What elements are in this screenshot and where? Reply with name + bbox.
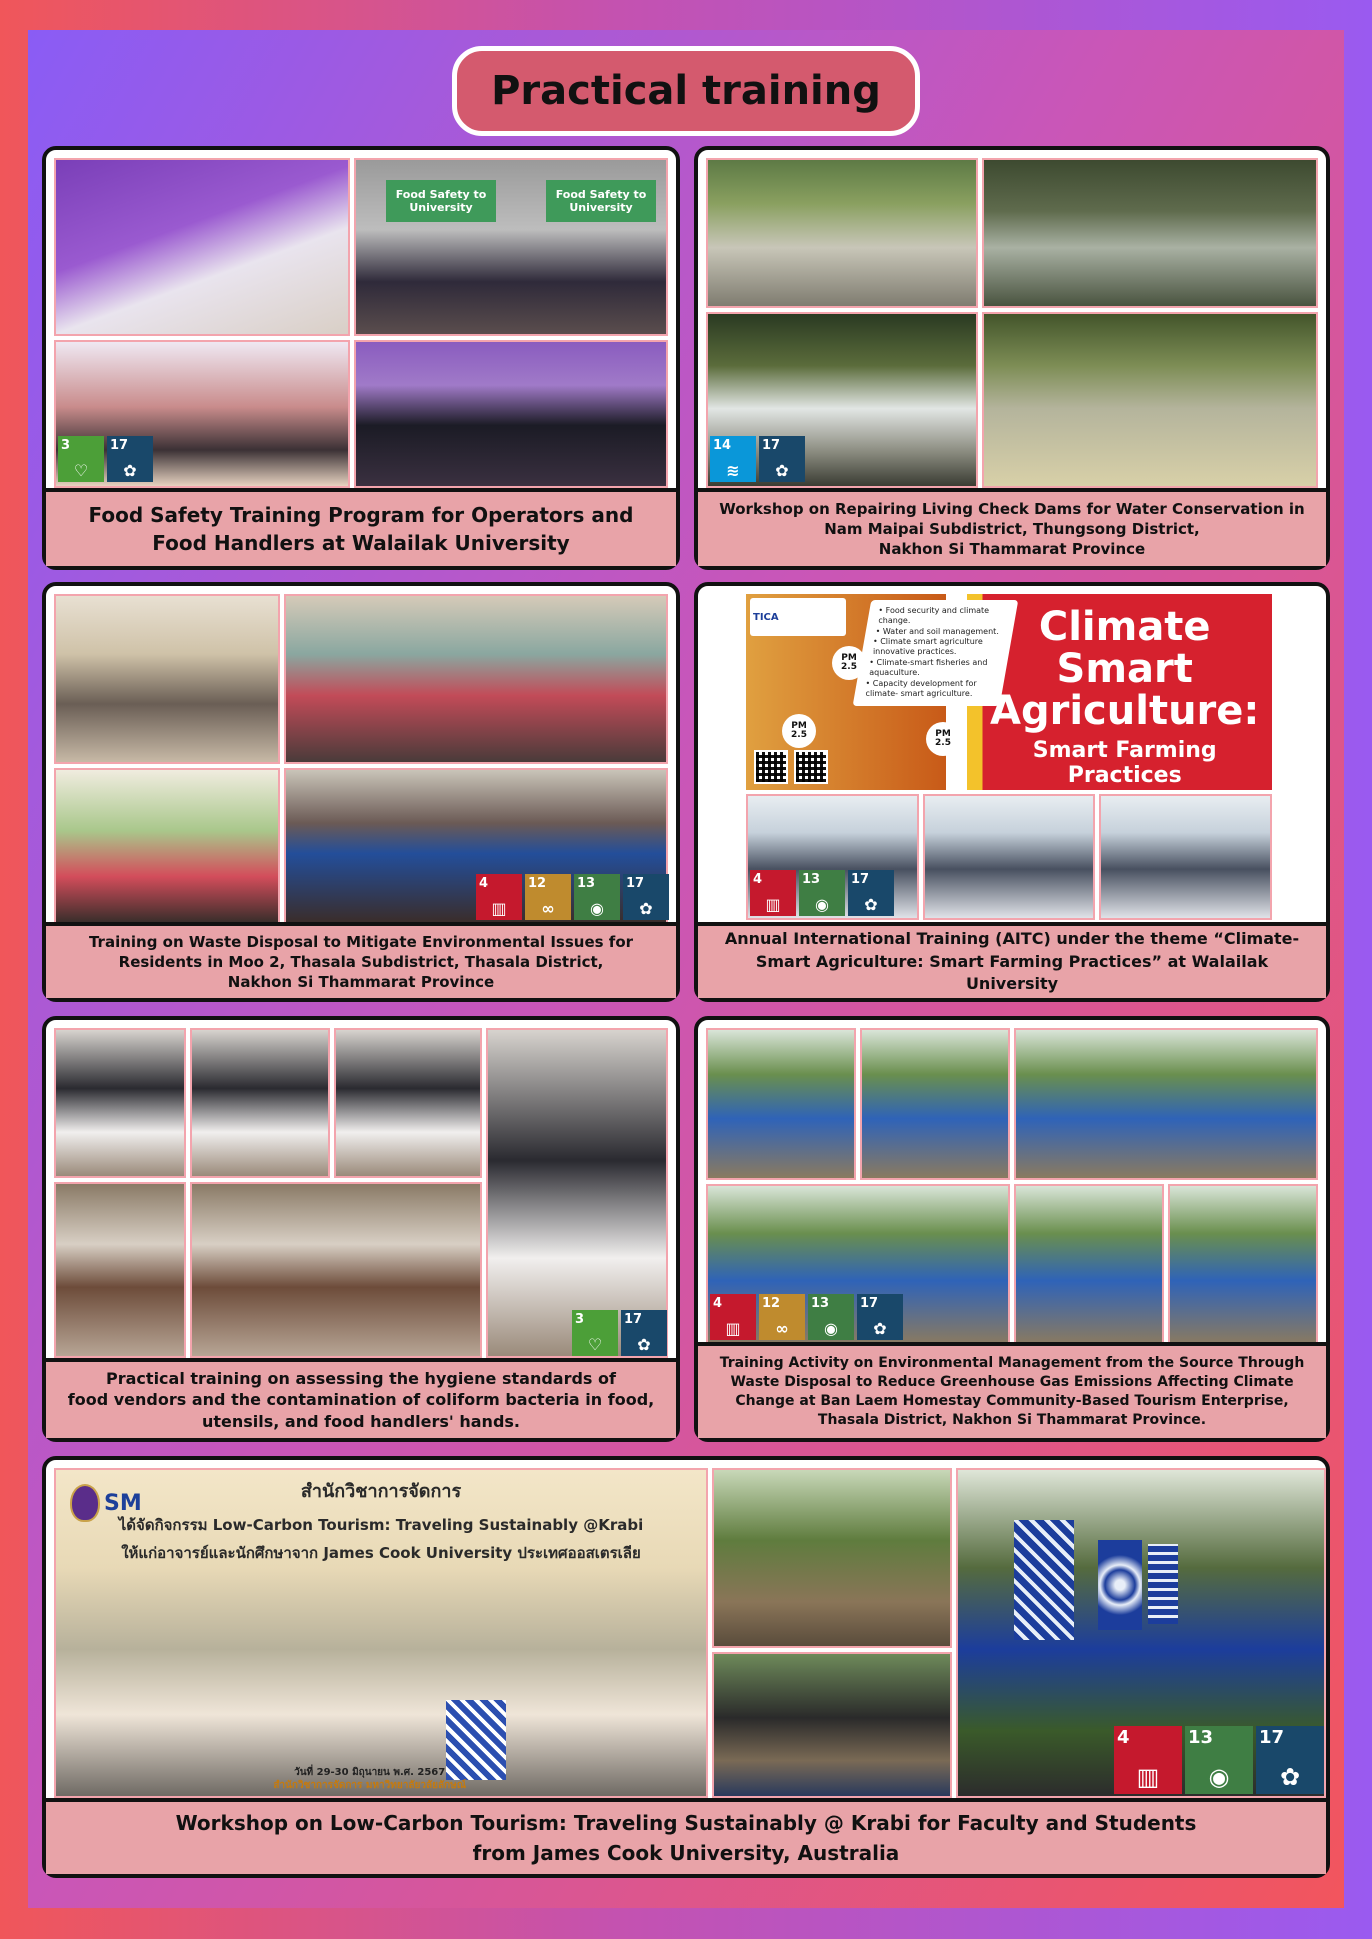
photo-banlaem-5 — [1014, 1184, 1164, 1346]
sdg-badges — [750, 870, 894, 916]
sdg-17-badge: 17 ✿ — [848, 870, 894, 916]
krabi-poster — [54, 1468, 708, 1798]
poster-line-2: ได้จัดกิจกรรม Low-Carbon Tourism: Traveling Sustainably @Krabi — [118, 1516, 644, 1534]
card-krabi — [42, 1456, 1330, 1878]
photo-food-safety-demo — [54, 158, 350, 336]
card-ban-laem — [694, 1016, 1330, 1442]
pm-badge: PM 2.5 — [832, 646, 866, 680]
photo-food-safety-lecture — [354, 158, 668, 336]
sdg-badges — [1114, 1726, 1324, 1794]
poster-footer: สำนักวิชาการจัดการ มหาวิทยาลัยวลัยลักษณ์ — [273, 1779, 466, 1791]
sdg-13-badge: 13 ◉ — [799, 870, 845, 916]
sdg-12-badge: 12 ∞ — [525, 874, 571, 920]
poster-line-1: สำนักวิชาการจัดการ — [300, 1481, 462, 1502]
photo-hygiene-samples — [190, 1182, 482, 1358]
photo-dam-sandbags — [982, 312, 1318, 488]
photo-hygiene-plates — [54, 1182, 186, 1358]
photo-banlaem-6 — [1168, 1184, 1318, 1346]
sdg-badges — [476, 874, 669, 920]
poster-line-3: ให้แก่อาจารย์และนักศึกษาจาก James Cook University ประเทศออสเตรเลีย — [121, 1544, 641, 1562]
photo-waste-speakers — [54, 594, 280, 764]
eye-globe-icon: ◉ — [824, 1319, 838, 1338]
flower-icon: ✿ — [123, 461, 137, 480]
photo-hygiene-3 — [334, 1028, 482, 1178]
photo-banlaem-2 — [860, 1028, 1010, 1180]
sdg-4-badge: 4 ▥ — [750, 870, 796, 916]
flower-icon: ✿ — [864, 895, 878, 914]
card-caption: Workshop on Low-Carbon Tourism: Traveling Sustainably @ Krabi for Faculty and Students from James Cook University, Australia — [46, 1798, 1326, 1874]
photo-banlaem-3 — [1014, 1028, 1318, 1180]
tie-dye-cloth — [1098, 1540, 1142, 1630]
card-food-safety — [42, 146, 680, 570]
photo-hygiene-4 — [486, 1028, 668, 1358]
book-icon: ▥ — [1136, 1763, 1160, 1791]
photo-dam-volunteers — [706, 158, 978, 308]
card-caption: Practical training on assessing the hygiene standards of food vendors and the contamination of coliform bacteria in food, utensils, and food handlers' hands. — [46, 1358, 676, 1438]
photo-waste-meeting — [54, 768, 280, 924]
photo-krabi-dyeing — [712, 1652, 952, 1798]
sdg-17-badge: 17 ✿ — [623, 874, 669, 920]
photo-aitc-instructor — [1099, 794, 1272, 920]
sdg-4-badge: 4 ▥ — [476, 874, 522, 920]
eye-globe-icon: ◉ — [815, 895, 829, 914]
flower-icon: ✿ — [637, 1335, 651, 1354]
sdg-badges — [710, 1294, 903, 1340]
photo-dam-stream — [982, 158, 1318, 308]
tie-dye-cloth — [1014, 1520, 1074, 1640]
screen-text: Food Safety to University — [546, 180, 656, 222]
photo-hygiene-1 — [54, 1028, 186, 1178]
flower-icon: ✿ — [1279, 1763, 1301, 1791]
sdg-3-badge: 3 ♡ — [572, 1310, 618, 1356]
card-caption: Food Safety Training Program for Operators and Food Handlers at Walailak University — [46, 488, 676, 566]
sdg-17-badge: 17 ✿ — [759, 436, 805, 482]
poster-title: Climate Smart Agriculture: — [990, 604, 1260, 734]
sdg-13-badge: 13 ◉ — [1185, 1726, 1253, 1794]
photo-food-safety-group — [354, 340, 668, 488]
eye-globe-icon: ◉ — [1208, 1763, 1230, 1791]
qr-code — [754, 750, 788, 784]
tie-dye-cloth — [1148, 1544, 1178, 1624]
card-waste-disposal — [42, 582, 680, 1002]
card-check-dams — [694, 146, 1330, 570]
photo-hygiene-2 — [190, 1028, 330, 1178]
eye-globe-icon: ◉ — [590, 899, 604, 918]
card-hygiene — [42, 1016, 680, 1442]
flower-icon: ✿ — [873, 1319, 887, 1338]
card-caption: Training on Waste Disposal to Mitigate Environmental Issues for Residents in Moo 2, Thasala Subdistrict, Thasala District, Nakhon Si Thammarat Province — [46, 922, 676, 998]
screen-text: Food Safety to University — [386, 180, 496, 222]
pm-badge: PM 2.5 — [926, 722, 960, 756]
sdg-3-badge: 3 ♡ — [58, 436, 104, 482]
sdg-17-badge: 17 ✿ — [857, 1294, 903, 1340]
sm-logo: SM — [70, 1484, 142, 1522]
fish-icon: ≋ — [726, 461, 740, 480]
sdg-badges — [58, 436, 153, 482]
poster-date: วันที่ 29-30 มิถุนายน พ.ศ. 2567 — [294, 1767, 446, 1778]
sdg-badges — [710, 436, 805, 482]
poster-subtitle: Smart Farming Practices — [1032, 738, 1217, 788]
card-caption: Training Activity on Environmental Management from the Source Through Waste Disposal to Reduce Greenhouse Gas Emissions Affecting Climate Change at Ban Laem Homestay Community-Based Tourism Enterprise, Thasala District, Nakhon Si Thammarat Province. — [698, 1342, 1326, 1438]
sdg-4-badge: 4 ▥ — [710, 1294, 756, 1340]
flower-icon: ✿ — [775, 461, 789, 480]
photo-aitc-lab-2 — [923, 794, 1096, 920]
tica-logo: TICA — [750, 598, 846, 636]
sdg-13-badge: 13 ◉ — [574, 874, 620, 920]
card-caption: Workshop on Repairing Living Check Dams for Water Conservation in Nam Maipai Subdistrict, Thungsong District, Nakhon Si Thammarat Province — [698, 488, 1326, 566]
sdg-12-badge: 12 ∞ — [759, 1294, 805, 1340]
sdg-badges — [572, 1310, 667, 1356]
heartbeat-icon: ♡ — [73, 461, 89, 480]
sdg-17-badge: 17 ✿ — [1256, 1726, 1324, 1794]
infinity-icon: ∞ — [541, 899, 555, 918]
book-icon: ▥ — [725, 1319, 741, 1338]
sdg-13-badge: 13 ◉ — [808, 1294, 854, 1340]
heartbeat-icon: ♡ — [587, 1335, 603, 1354]
infinity-icon: ∞ — [775, 1319, 789, 1338]
photo-banlaem-1 — [706, 1028, 856, 1180]
flower-icon: ✿ — [639, 899, 653, 918]
photo-waste-group — [284, 594, 668, 764]
sdg-17-badge: 17 ✿ — [621, 1310, 667, 1356]
sdg-17-badge: 17 ✿ — [107, 436, 153, 482]
page-title: Practical training — [452, 46, 920, 136]
card-aitc — [694, 582, 1330, 1002]
qr-code — [794, 750, 828, 784]
poster-topics: • Food security and climate change. • Water and soil management. • Climate smart agriculture innovative practices. • Climate-smart fisheries and aquaculture. • Capacity development for climate- smart agriculture. — [852, 600, 1018, 706]
aitc-poster — [746, 594, 1272, 790]
card-caption: Annual International Training (AITC) under the theme “Climate- Smart Agriculture: Smart Farming Practices” at Walailak University — [698, 922, 1326, 998]
pm-badge: PM 2.5 — [782, 714, 816, 748]
book-icon: ▥ — [765, 895, 781, 914]
book-icon: ▥ — [491, 899, 507, 918]
photo-krabi-walk — [712, 1468, 952, 1648]
sdg-4-badge: 4 ▥ — [1114, 1726, 1182, 1794]
sdg-14-badge: 14 ≋ — [710, 436, 756, 482]
